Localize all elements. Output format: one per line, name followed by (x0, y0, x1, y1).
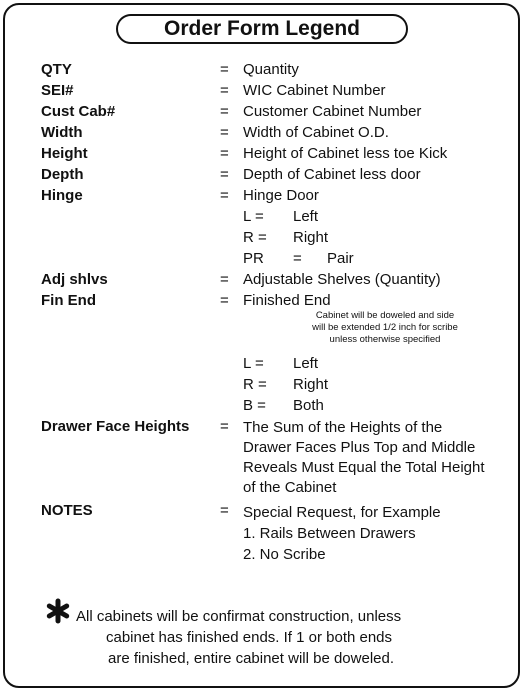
notes-def-line: 1. Rails Between Drawers (243, 525, 416, 542)
def-qty: Quantity (243, 61, 299, 78)
equals-sign: = (220, 502, 229, 519)
notes-def-line: Special Request, for Example (243, 504, 441, 521)
fin-code-right: R = (243, 376, 267, 393)
hinge-eq-pair: = (293, 250, 302, 267)
fin-end-note (260, 310, 510, 346)
hinge-label-left: Left (293, 208, 319, 225)
equals-sign: = (220, 292, 229, 309)
hinge-code-right: R = (243, 229, 267, 246)
equals-sign: = (220, 418, 229, 435)
term-hinge: Hinge (41, 187, 83, 204)
fin-label-right: Right (293, 376, 329, 393)
equals-sign: = (220, 145, 229, 162)
asterisk-icon (45, 598, 71, 624)
fin-code-both: B = (243, 397, 266, 414)
fin-code-left: L = (243, 355, 264, 372)
term-width: Width (41, 124, 83, 141)
drawer-def-line: of the Cabinet (243, 479, 337, 496)
term-depth: Depth (41, 166, 84, 183)
term-sei: SEI# (41, 82, 74, 99)
def-depth: Depth of Cabinet less door (243, 166, 421, 183)
equals-sign: = (220, 271, 229, 288)
fin-label-both: Both (293, 397, 324, 414)
footnote (76, 606, 466, 669)
def-width: Width of Cabinet O.D. (243, 124, 389, 141)
def-drawer-face-heights (243, 418, 485, 498)
footnote-line: cabinet has finished ends. If 1 or both ends (106, 629, 393, 646)
def-sei: WIC Cabinet Number (243, 82, 386, 99)
def-cust-cab: Customer Cabinet Number (243, 103, 422, 120)
def-notes (243, 502, 441, 565)
fin-note-line: will be extended 1/2 inch for scribe (312, 322, 458, 333)
drawer-def-line: The Sum of the Heights of the (243, 419, 443, 436)
term-notes: NOTES (41, 502, 93, 519)
hinge-code-pair: PR (243, 250, 264, 267)
term-drawer-face-heights: Drawer Face Heights (41, 418, 190, 435)
hinge-label-right: Right (293, 229, 329, 246)
equals-sign: = (220, 103, 229, 120)
def-fin-end: Finished End (243, 292, 331, 309)
equals-sign: = (220, 124, 229, 141)
footnote-line: are finished, entire cabinet will be doweled. (108, 650, 395, 667)
def-adj-shelves: Adjustable Shelves (Quantity) (243, 271, 441, 288)
notes-def-line: 2. No Scribe (243, 546, 326, 563)
term-cust-cab: Cust Cab# (41, 103, 116, 120)
equals-sign: = (220, 61, 229, 78)
equals-sign: = (220, 187, 229, 204)
term-height: Height (41, 145, 88, 162)
drawer-def-line: Reveals Must Equal the Total Height (243, 459, 485, 476)
def-hinge: Hinge Door (243, 187, 319, 204)
drawer-def-line: Drawer Faces Plus Top and Middle (243, 439, 476, 456)
def-height: Height of Cabinet less toe Kick (243, 145, 448, 162)
term-adj-shelves: Adj shlvs (41, 271, 108, 288)
term-fin-end: Fin End (41, 292, 96, 309)
fin-note-line: unless otherwise specified (329, 334, 441, 345)
equals-sign: = (220, 82, 229, 99)
equals-sign: = (220, 166, 229, 183)
hinge-code-left: L = (243, 208, 264, 225)
term-qty: QTY (41, 61, 72, 78)
fin-label-left: Left (293, 355, 319, 372)
page-title: Order Form Legend (116, 14, 408, 44)
footnote-line: All cabinets will be confirmat construction, unless (76, 608, 402, 625)
fin-note-line: Cabinet will be doweled and side (315, 310, 455, 321)
hinge-label-pair: Pair (327, 250, 354, 267)
